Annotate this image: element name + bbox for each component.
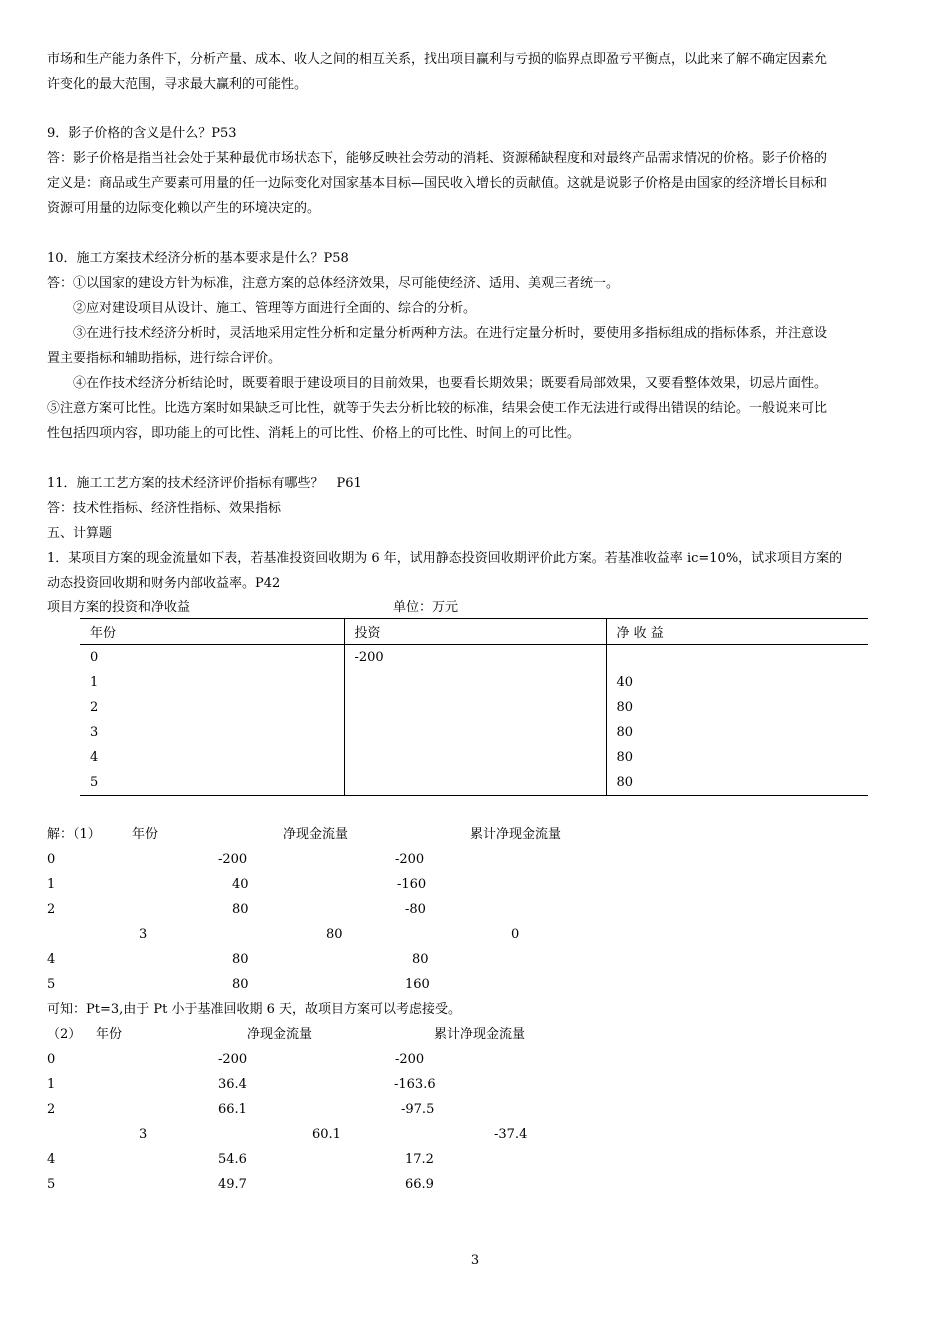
- cell-year: 4: [90, 750, 99, 765]
- cell-year: 2: [90, 700, 99, 715]
- question-heading: 9．影子价格的含义是什么？P53: [47, 126, 237, 141]
- solution-year: 0: [47, 1052, 56, 1067]
- solution-year: 5: [47, 1177, 56, 1192]
- cell-investment: [344, 720, 606, 745]
- solution-cum: -163.6: [394, 1077, 436, 1092]
- answer-line: 答：①以国家的建设方针为标准，注意方案的总体经济效果，尽可能使经济、适用、美观三者统一。: [47, 276, 620, 291]
- solution-prefix: 解：（1）: [47, 827, 101, 842]
- solution-net: 80: [232, 952, 249, 967]
- cell-year: 5: [80, 770, 344, 796]
- solution-cum: 80: [412, 952, 429, 967]
- cell-net-income: 80: [606, 695, 868, 720]
- problem-line: 动态投资回收期和财务内部收益率。P42: [47, 576, 281, 591]
- table-row: [80, 695, 868, 720]
- cell-year: 3: [90, 725, 99, 740]
- cell-year: 1: [90, 675, 99, 690]
- solution-net: 80: [232, 977, 249, 992]
- solution-year: 0: [47, 852, 56, 867]
- solution-year: 3: [139, 1127, 148, 1142]
- section-heading: 五、计算题: [47, 526, 113, 541]
- solution-col-net: 净现金流量: [283, 827, 349, 842]
- solution-net: 54.6: [218, 1152, 247, 1167]
- table-row: [80, 745, 868, 770]
- solution-cum: -160: [397, 877, 427, 892]
- question-heading: 11．施工工艺方案的技术经济评价指标有哪些？ P61: [47, 476, 362, 491]
- table-row: [80, 670, 868, 695]
- answer-line: ②应对建设项目从设计、施工、管理等方面进行全面的、综合的分析。: [73, 301, 477, 316]
- paragraph-line: 市场和生产能力条件下，分析产量、成本、收人之间的相互关系，找出项目赢利与亏损的临界点即盈亏平衡点，以此来了解不确定因素允: [47, 52, 828, 67]
- solution-net: 36.4: [218, 1077, 247, 1092]
- solution-prefix: （2）: [47, 1027, 82, 1042]
- cash-flow-table: [80, 618, 868, 796]
- solution-col-year: 年份: [132, 827, 159, 842]
- solution-col-cum: 累计净现金流量: [434, 1027, 526, 1042]
- table-unit: 单位：万元: [393, 600, 459, 615]
- cell-year: 0: [90, 650, 99, 665]
- solution-net: 80: [326, 927, 343, 942]
- cell-investment: -200: [344, 645, 606, 671]
- solution-conclusion: 可知：Pt=3,由于 Pt 小于基准回收期 6 天，故项目方案可以考虑接受。: [47, 1002, 462, 1017]
- solution-cum: 0: [511, 927, 520, 942]
- solution-cum: -200: [395, 1052, 425, 1067]
- answer-line: ⑤注意方案可比性。比选方案时如果缺乏可比性，就等于失去分析比较的标准，结果会使工作无法进行或得出错误的结论。一般说来可比: [47, 401, 828, 416]
- solution-year: 2: [47, 902, 56, 917]
- problem-line: 1．某项目方案的现金流量如下表，若基准投资回收期为 6 年，试用静态投资回收期评价此方案。若基准收益率 ic=10%，试求项目方案的: [47, 551, 843, 566]
- answer-line: 资源可用量的边际变化赖以产生的环境决定的。: [47, 201, 321, 216]
- answer-line: 定义是：商品或生产要素可用量的任一边际变化对国家基本目标—国民收入增长的贡献值。这就是说影子价格是由国家的经济增长目标和: [47, 176, 828, 191]
- answer-line: 置主要指标和辅助指标，进行综合评价。: [47, 351, 282, 366]
- solution-col-year: 年份: [96, 1027, 123, 1042]
- solution-year: 1: [47, 877, 56, 892]
- solution-net: 80: [232, 902, 249, 917]
- cell-net-income: 40: [606, 670, 868, 695]
- solution-cum: -37.4: [494, 1127, 528, 1142]
- solution-net: 60.1: [312, 1127, 341, 1142]
- table-header-row: [80, 619, 868, 645]
- solution-cum: 17.2: [405, 1152, 434, 1167]
- cell-investment: [344, 695, 606, 720]
- solution-cum: -80: [405, 902, 426, 917]
- solution-net: 40: [232, 877, 249, 892]
- table-row: [80, 645, 868, 671]
- cell-investment: [344, 745, 606, 770]
- table-row: [80, 770, 868, 796]
- paragraph-line: 许变化的最大范围，寻求最大赢利的可能性。: [47, 77, 308, 92]
- cell-investment: [344, 770, 606, 796]
- question-heading: 10．施工方案技术经济分析的基本要求是什么？P58: [47, 251, 349, 266]
- answer-line: 答：技术性指标、经济性指标、效果指标: [47, 501, 282, 516]
- solution-year: 3: [139, 927, 148, 942]
- answer-line: 答：影子价格是指当社会处于某种最优市场状态下，能够反映社会劳动的消耗、资源稀缺程度和对最终产品需求情况的价格。影子价格的: [47, 151, 828, 166]
- solution-year: 2: [47, 1102, 56, 1117]
- solution-year: 5: [47, 977, 56, 992]
- solution-net: -200: [218, 852, 248, 867]
- answer-line: 性包括四项内容，即功能上的可比性、消耗上的可比性、价格上的可比性、时间上的可比性。: [47, 426, 581, 441]
- solution-net: 49.7: [218, 1177, 247, 1192]
- table-caption: 项目方案的投资和净收益: [47, 600, 191, 615]
- solution-net: -200: [218, 1052, 248, 1067]
- solution-cum: -97.5: [401, 1102, 435, 1117]
- header-net-income: 净 收 益: [606, 619, 868, 645]
- header-investment: 投资: [344, 619, 606, 645]
- solution-year: 4: [47, 1152, 56, 1167]
- cell-net-income: [606, 645, 868, 671]
- table-row: [80, 720, 868, 745]
- solution-year: 4: [47, 952, 56, 967]
- cell-net-income: 80: [606, 720, 868, 745]
- solution-cum: 160: [405, 977, 430, 992]
- cell-net-income: 80: [606, 745, 868, 770]
- header-year: 年份: [80, 619, 344, 645]
- solution-net: 66.1: [218, 1102, 247, 1117]
- answer-line: ③在进行技术经济分析时，灵活地采用定性分析和定量分析两种方法。在进行定量分析时，要使用多指标组成的指标体系，并注意设: [73, 326, 828, 341]
- solution-cum: -200: [395, 852, 425, 867]
- solution-col-cum: 累计净现金流量: [470, 827, 562, 842]
- cell-net-income: 80: [606, 770, 868, 796]
- page-number: 3: [470, 1253, 480, 1268]
- cell-investment: [344, 670, 606, 695]
- solution-col-net: 净现金流量: [247, 1027, 313, 1042]
- solution-cum: 66.9: [405, 1177, 434, 1192]
- solution-year: 1: [47, 1077, 56, 1092]
- answer-line: ④在作技术经济分析结论时，既要着眼于建设项目的目前效果，也要看长期效果；既要看局部效果，又要看整体效果，切忌片面性。: [73, 376, 828, 391]
